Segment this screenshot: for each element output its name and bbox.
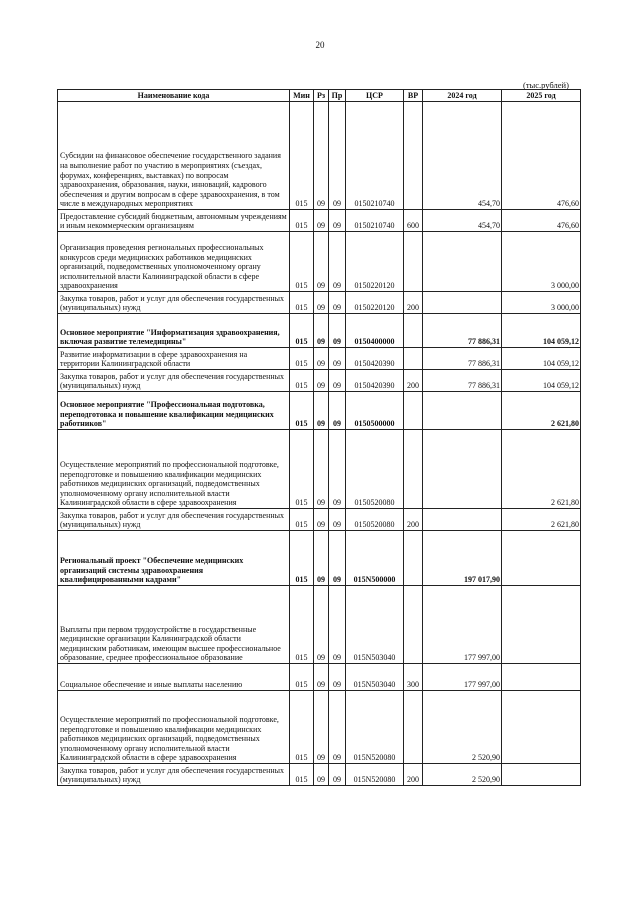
- row-vr: 200: [404, 370, 423, 392]
- units-label: (тыс.рублей): [523, 80, 569, 90]
- row-2025: 2 621,80: [502, 392, 581, 430]
- table-row: [58, 392, 581, 430]
- row-vr: [404, 691, 423, 764]
- row-2025: 2 621,80: [502, 509, 581, 531]
- row-rz: 09: [314, 430, 329, 509]
- table-row: [58, 664, 581, 691]
- row-min: 015: [290, 586, 314, 664]
- row-min: 015: [290, 430, 314, 509]
- row-min: 015: [290, 370, 314, 392]
- row-2024: 177 997,00: [423, 664, 502, 691]
- row-name: Основное мероприятие "Профессиональная подготовка, переподготовка и повышение квалификации медицинских работников": [58, 392, 290, 430]
- table-body: [58, 102, 581, 786]
- row-name: Развитие информатизации в сфере здравоохранения на территории Калининградской области: [58, 348, 290, 370]
- row-name: Предоставление субсидий бюджетным, автономным учреждениям и иным некоммерческим организациям: [58, 210, 290, 232]
- header-name: Наименование кода: [58, 90, 290, 102]
- row-rz: 09: [314, 314, 329, 348]
- row-pr: 09: [329, 392, 346, 430]
- row-2025: [502, 586, 581, 664]
- row-2024: [423, 392, 502, 430]
- row-rz: 09: [314, 509, 329, 531]
- row-pr: 09: [329, 509, 346, 531]
- row-2025: 2 621,80: [502, 430, 581, 509]
- row-pr: 09: [329, 348, 346, 370]
- row-pr: 09: [329, 764, 346, 786]
- row-2025: 476,60: [502, 102, 581, 210]
- row-2024: [423, 232, 502, 292]
- row-vr: 200: [404, 509, 423, 531]
- row-name: Субсидии на финансовое обеспечение государственного задания на выполнение работ по участию в мероприятиях (съездах, форумах, конференциях, выставках) по вопросам здравоохранения, образования, науки, инноваций, кадрового обеспечения и другим вопросам в сфере здравоохранения, в том числе в международных мероприятиях: [58, 102, 290, 210]
- header-2025: 2025 год: [502, 90, 581, 102]
- row-name: Закупка товаров, работ и услуг для обеспечения государственных (муниципальных) нужд: [58, 509, 290, 531]
- table-header-row: [58, 90, 581, 102]
- row-min: 015: [290, 531, 314, 586]
- row-rz: 09: [314, 210, 329, 232]
- row-pr: 09: [329, 586, 346, 664]
- row-name: Организация проведения региональных профессиональных конкурсов среди медицинских работников медицинских организаций, подведомственных уполномоченному органу исполнительной власти Калининградской области в сфере здравоохранения: [58, 232, 290, 292]
- row-name: Региональный проект "Обеспечение медицинских организаций системы здравоохранения квалифицированными кадрами": [58, 531, 290, 586]
- table-row: [58, 509, 581, 531]
- row-2025: [502, 691, 581, 764]
- row-2024: 454,70: [423, 210, 502, 232]
- row-vr: [404, 392, 423, 430]
- table-row: [58, 210, 581, 232]
- row-vr: [404, 102, 423, 210]
- row-rz: 09: [314, 232, 329, 292]
- row-csr: 0150220120: [346, 292, 404, 314]
- row-vr: [404, 232, 423, 292]
- header-2024: 2024 год: [423, 90, 502, 102]
- row-rz: 09: [314, 292, 329, 314]
- row-pr: 09: [329, 102, 346, 210]
- row-2024: 197 017,90: [423, 531, 502, 586]
- row-name: Социальное обеспечение и иные выплаты населению: [58, 664, 290, 691]
- row-pr: 09: [329, 210, 346, 232]
- table-row: [58, 292, 581, 314]
- row-rz: 09: [314, 392, 329, 430]
- row-csr: 0150420390: [346, 370, 404, 392]
- row-2025: 3 000,00: [502, 232, 581, 292]
- row-csr: 0150210740: [346, 102, 404, 210]
- row-min: 015: [290, 210, 314, 232]
- row-csr: 0150500000: [346, 392, 404, 430]
- header-pr: Пр: [329, 90, 346, 102]
- row-vr: [404, 430, 423, 509]
- row-csr: 0150210740: [346, 210, 404, 232]
- row-2024: 2 520,90: [423, 764, 502, 786]
- row-pr: 09: [329, 314, 346, 348]
- row-pr: 09: [329, 531, 346, 586]
- row-2025: 104 059,12: [502, 314, 581, 348]
- row-rz: 09: [314, 764, 329, 786]
- row-csr: 0150420390: [346, 348, 404, 370]
- row-csr: 0150520080: [346, 430, 404, 509]
- row-pr: 09: [329, 691, 346, 764]
- row-name: Осуществление мероприятий по профессиональной подготовке, переподготовке и повышению квалификации медицинских работников медицинских организаций, подведомственных уполномоченному органу исполнительной власти Калининградской области в сфере здравоохранения: [58, 430, 290, 509]
- row-vr: [404, 314, 423, 348]
- table-row: [58, 232, 581, 292]
- row-2024: [423, 509, 502, 531]
- budget-table: [57, 89, 581, 786]
- row-pr: 09: [329, 430, 346, 509]
- header-vr: ВР: [404, 90, 423, 102]
- row-csr: 015N503040: [346, 664, 404, 691]
- row-csr: 0150520080: [346, 509, 404, 531]
- table-row: [58, 586, 581, 664]
- row-2024: 454,70: [423, 102, 502, 210]
- row-csr: 015N520080: [346, 691, 404, 764]
- row-name: Закупка товаров, работ и услуг для обеспечения государственных (муниципальных) нужд: [58, 292, 290, 314]
- row-name: Осуществление мероприятий по профессиональной подготовке, переподготовке и повышению квалификации медицинских работников медицинских организаций, подведомственных уполномоченному органу исполнительной власти Калининградской области в сфере здравоохранения: [58, 691, 290, 764]
- row-name: Закупка товаров, работ и услуг для обеспечения государственных (муниципальных) нужд: [58, 764, 290, 786]
- row-min: 015: [290, 232, 314, 292]
- table-row: [58, 314, 581, 348]
- row-2025: 104 059,12: [502, 348, 581, 370]
- row-2025: [502, 764, 581, 786]
- table-row: [58, 348, 581, 370]
- row-2024: 77 886,31: [423, 370, 502, 392]
- row-vr: 200: [404, 764, 423, 786]
- row-rz: 09: [314, 370, 329, 392]
- row-2024: 177 997,00: [423, 586, 502, 664]
- row-csr: 015N520080: [346, 764, 404, 786]
- row-min: 015: [290, 348, 314, 370]
- row-pr: 09: [329, 232, 346, 292]
- table-row: [58, 531, 581, 586]
- row-csr: 015N500000: [346, 531, 404, 586]
- row-vr: [404, 348, 423, 370]
- row-vr: [404, 586, 423, 664]
- row-2024: 77 886,31: [423, 348, 502, 370]
- row-rz: 09: [314, 586, 329, 664]
- row-name: Основное мероприятие "Информатизация здравоохранения, включая развитие телемедицины": [58, 314, 290, 348]
- header-csr: ЦСР: [346, 90, 404, 102]
- row-min: 015: [290, 664, 314, 691]
- row-csr: 0150220120: [346, 232, 404, 292]
- row-rz: 09: [314, 664, 329, 691]
- table-row: [58, 102, 581, 210]
- row-vr: 300: [404, 664, 423, 691]
- row-pr: 09: [329, 664, 346, 691]
- row-rz: 09: [314, 102, 329, 210]
- row-min: 015: [290, 691, 314, 764]
- row-name: Выплаты при первом трудоустройстве в государственные медицинские организации Калининградской области медицинским работникам, имеющим высшее профессиональное образование, среднее профессиональное образование: [58, 586, 290, 664]
- row-pr: 09: [329, 370, 346, 392]
- row-vr: [404, 531, 423, 586]
- row-2024: [423, 292, 502, 314]
- page-number: 20: [315, 40, 325, 50]
- row-min: 015: [290, 292, 314, 314]
- table-row: [58, 370, 581, 392]
- row-rz: 09: [314, 691, 329, 764]
- row-rz: 09: [314, 531, 329, 586]
- header-rz: Рз: [314, 90, 329, 102]
- row-2025: 476,60: [502, 210, 581, 232]
- row-min: 015: [290, 102, 314, 210]
- row-2024: 77 886,31: [423, 314, 502, 348]
- row-vr: 600: [404, 210, 423, 232]
- row-csr: 0150400000: [346, 314, 404, 348]
- table-row: [58, 691, 581, 764]
- row-2025: [502, 531, 581, 586]
- row-2025: 104 059,12: [502, 370, 581, 392]
- header-min: Мин: [290, 90, 314, 102]
- row-min: 015: [290, 764, 314, 786]
- row-name: Закупка товаров, работ и услуг для обеспечения государственных (муниципальных) нужд: [58, 370, 290, 392]
- row-pr: 09: [329, 292, 346, 314]
- table-row: [58, 764, 581, 786]
- row-min: 015: [290, 314, 314, 348]
- row-min: 015: [290, 509, 314, 531]
- row-vr: 200: [404, 292, 423, 314]
- row-rz: 09: [314, 348, 329, 370]
- row-2025: [502, 664, 581, 691]
- row-2024: [423, 430, 502, 509]
- row-2024: 2 520,90: [423, 691, 502, 764]
- row-csr: 015N503040: [346, 586, 404, 664]
- table-row: [58, 430, 581, 509]
- row-min: 015: [290, 392, 314, 430]
- row-2025: 3 000,00: [502, 292, 581, 314]
